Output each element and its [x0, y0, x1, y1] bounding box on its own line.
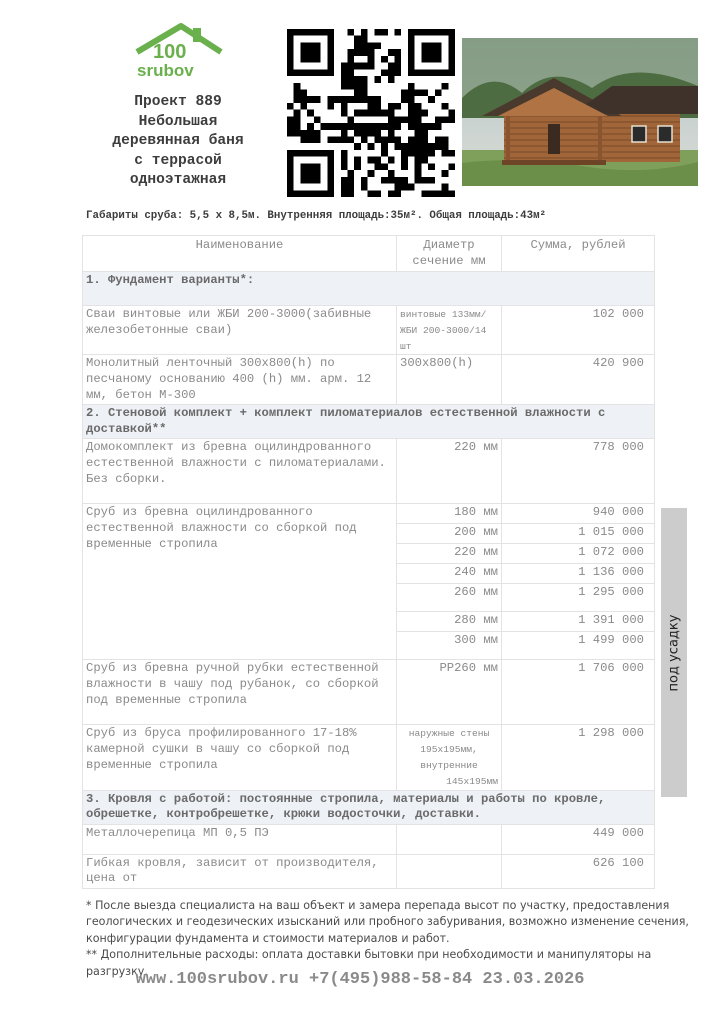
- section-title: 2. Стеновой комплект + комплект пиломатериалов естественной влажности с доставкой**: [83, 405, 655, 439]
- company-logo: [131, 22, 225, 82]
- table-row: [83, 306, 655, 355]
- row-diameter: 220 мм: [397, 439, 502, 504]
- row-name: Монолитный ленточный 300x800(h) по песчаному основанию 400 (h) мм. арм. 12 мм, бетон М-300: [83, 355, 397, 405]
- row-sum: 1 391 000: [502, 612, 655, 632]
- table-row: [83, 854, 655, 888]
- footnotes: [86, 898, 706, 980]
- row-name: Металлочерепица МП 0,5 ПЭ: [83, 824, 397, 854]
- row-diameter: [397, 725, 502, 790]
- side-label-bar: [661, 508, 687, 797]
- logo-text-bottom: srubov: [137, 61, 194, 80]
- row-sum: 626 100: [502, 854, 655, 888]
- row-name: Сруб из бревна ручной рубки естественной влажности в чашу под рубанок, со сборкой под временные стропила: [83, 660, 397, 725]
- diameter-line: 195x195мм,: [420, 744, 478, 756]
- footer-contacts[interactable]: www.100srubov.ru +7(495)988-58-84 23.03.2026: [135, 970, 585, 989]
- diameter-line: внутренние: [420, 759, 478, 771]
- row-diameter: 200 мм: [397, 524, 502, 544]
- row-name: Гибкая кровля, зависит от производителя, цена от: [83, 854, 397, 888]
- logo-text-top: 100: [153, 41, 187, 63]
- row-diameter: 180 мм: [397, 504, 502, 524]
- row-sum: 1 015 000: [502, 524, 655, 544]
- row-sum: 449 000: [502, 824, 655, 854]
- table-row: [83, 504, 655, 524]
- table-row: [83, 824, 655, 854]
- project-title: [84, 93, 272, 191]
- section-row: [83, 790, 655, 824]
- row-diameter: винтовые 133мм/ЖБИ 200-3000/14 шт: [397, 306, 502, 355]
- row-sum: 1 295 000: [502, 584, 655, 612]
- row-name: Сруб из бруса профилированного 17-18% камерной сушки в чашу со сборкой под временные стропила: [83, 725, 397, 790]
- row-sum: 102 000: [502, 306, 655, 355]
- row-sum: 778 000: [502, 439, 655, 504]
- price-table: [82, 235, 655, 889]
- section-row: [83, 272, 655, 306]
- house-photo: [462, 38, 698, 186]
- header-sum: Сумма, рублей: [502, 236, 655, 272]
- row-sum: 1 499 000: [502, 632, 655, 660]
- row-name: Домокомплект из бревна оцилиндрованного естественной влажности с пиломатериалами. Без сборки.: [83, 439, 397, 504]
- project-number: Проект 889: [134, 94, 222, 110]
- row-sum: 1 136 000: [502, 564, 655, 584]
- row-diameter: 300 мм: [397, 632, 502, 660]
- table-row: [83, 439, 655, 504]
- row-diameter: [397, 854, 502, 888]
- row-sum: 1 706 000: [502, 660, 655, 725]
- row-sum: 420 900: [502, 355, 655, 405]
- qr-code[interactable]: [287, 29, 455, 197]
- row-diameter: 240 мм: [397, 564, 502, 584]
- row-diameter: 280 мм: [397, 612, 502, 632]
- row-diameter: [397, 824, 502, 854]
- row-sum: 1 072 000: [502, 544, 655, 564]
- row-sum: 940 000: [502, 504, 655, 524]
- side-label: под усадку: [666, 614, 682, 691]
- footnote: ** Дополнительные расходы: оплата доставки бытовки при необходимости и манипуляторы на разгрузку.: [86, 948, 652, 978]
- diameter-line: 145x195мм: [446, 775, 498, 787]
- row-sum: 1 298 000: [502, 725, 655, 790]
- footnote: * После выезда специалиста на ваш объект и замера перепада высот по участку, предоставления геологических и геодезических изысканий или пробного забуривания, возможно изменение сечения, конфигурации фундамента и стоимости материалов и работ.: [86, 899, 689, 945]
- table-row: [83, 725, 655, 790]
- section-row: [83, 405, 655, 439]
- section-title: 1. Фундамент варианты*:: [83, 272, 655, 306]
- section-title: 3. Кровля с работой: постоянные стропила, материалы и работы по кровле, обрешетке, контробрешетке, крюки водосточки, доставки.: [83, 790, 655, 824]
- dimensions-line: Габариты сруба: 5,5 х 8,5м. Внутренняя площадь:35м². Общая площадь:43м²: [86, 210, 547, 222]
- title-line: Небольшая: [138, 113, 218, 130]
- row-name: Сруб из бревна оцилиндрованного естественной влажности со сборкой под временные стропила: [83, 504, 397, 660]
- title-line: с террасой: [134, 152, 222, 169]
- header-name: Наименование: [83, 236, 397, 272]
- row-diameter: 220 мм: [397, 544, 502, 564]
- row-diameter: 300x800(h): [397, 355, 502, 405]
- table-row: [83, 355, 655, 405]
- row-diameter: 260 мм: [397, 584, 502, 612]
- row-diameter: РР260 мм: [397, 660, 502, 725]
- table-row: [83, 660, 655, 725]
- title-line: деревянная баня: [112, 133, 244, 149]
- header-diameter: Диаметр сечение мм: [397, 236, 502, 272]
- table-header-row: [83, 236, 655, 272]
- title-line: одноэтажная: [129, 172, 227, 188]
- row-name: Сваи винтовые или ЖБИ 200-3000(забивные железобетонные сваи): [83, 306, 397, 355]
- diameter-line: наружные стены: [408, 728, 490, 740]
